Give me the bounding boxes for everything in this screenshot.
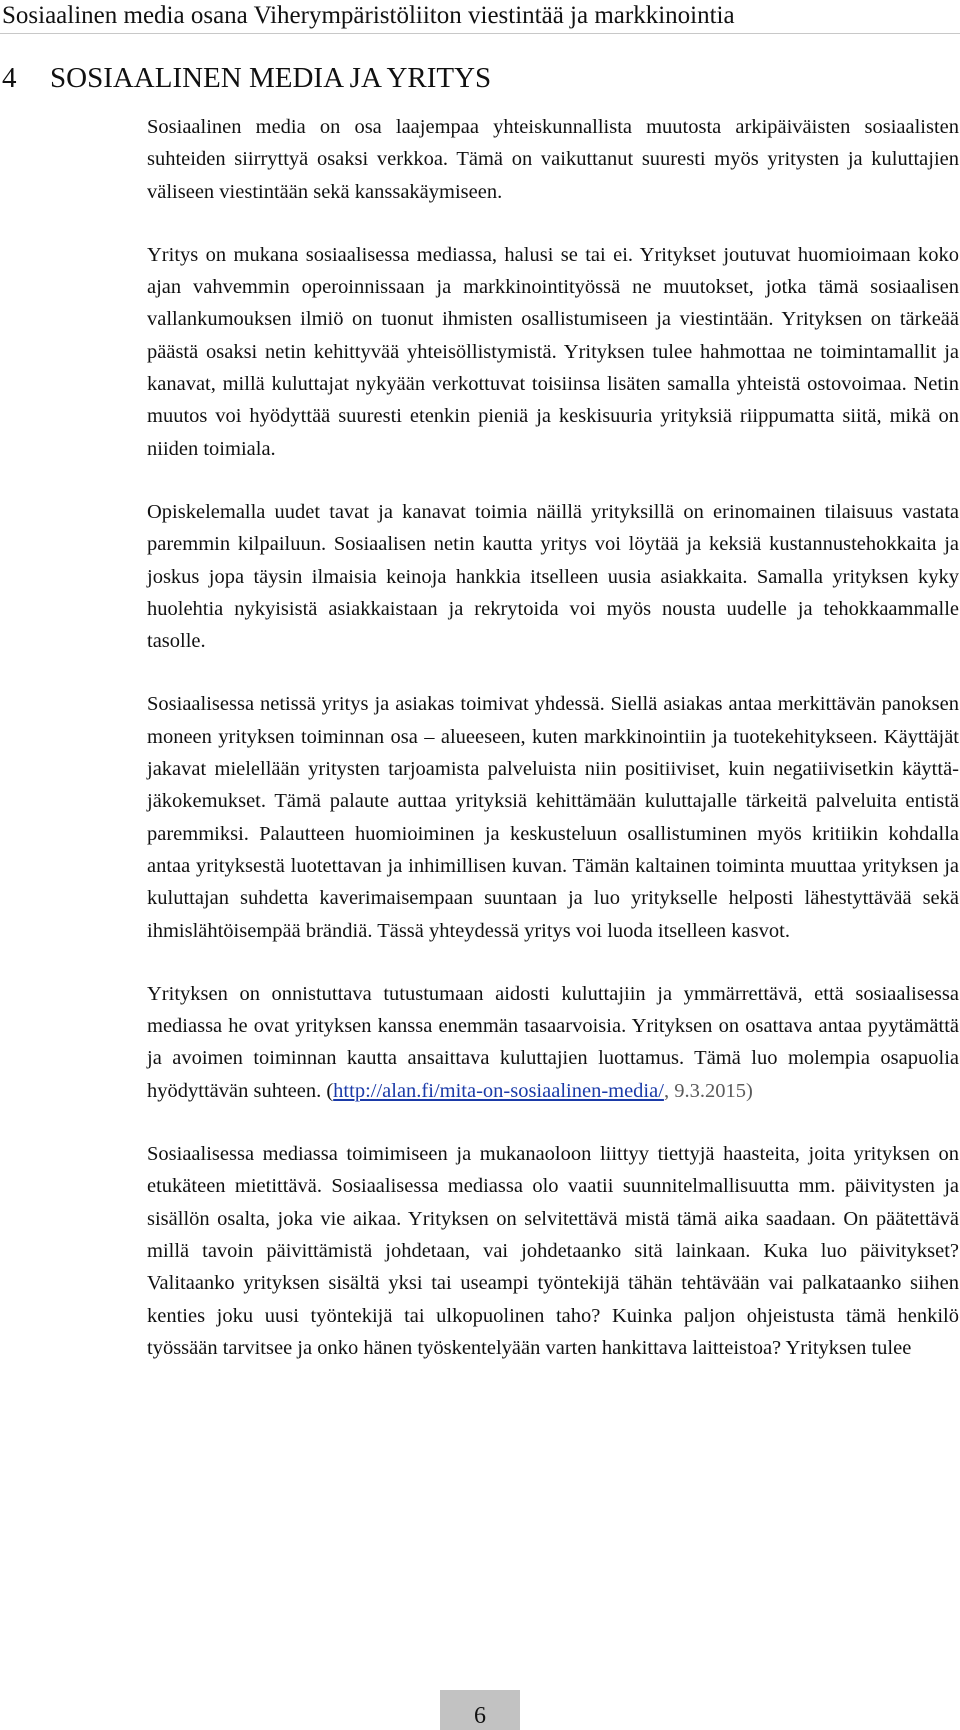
source-date: , 9.3.2015) <box>663 1079 753 1102</box>
paragraph: Sosiaalinen media on osa laajempaa yhteiskunnallista muutosta arkipäiväisten sosiaalisten suhteiden siirryttyä osaksi verkkoa. Tämä on vaikuttanut suuresti myös yritysten ja kuluttajien väliseen viestintään sekä kanssakäymiseen. <box>147 116 959 203</box>
chapter-heading <box>2 60 491 96</box>
source-link[interactable]: http://alan.fi/mita-on-sosiaalinen-media/ <box>333 1079 664 1102</box>
paragraph: Yritys on mukana sosiaalisessa mediassa, halusi se tai ei. Yritykset joutuvat huomioimaan koko ajan vahvemmin operoinnissaan ja markkinointityössä ne muutokset, jotka tämä sosiaalisen vallankumouksen ilmiö on tuonut ihmisten osallistumiseen ja viestintään. Yrityksen on tärkeää päästä osaksi netin kehittyvää yhteisöllistymistä. Yrityksen tulee hahmottaa ne toimintamallit ja kanavat, millä kuluttajat nykyään verkottuvat toisiinsa lisäten samalla yhteistä ostovoimaa. Netin muutos voi hyödyttää suuresti etenkin pieniä ja keskisuuria yrityksiä riippumatta siitä, mikä on niiden toimiala. <box>147 243 959 460</box>
page-number: 6 <box>440 1690 520 1730</box>
citation-text: Yrityksen on onnistuttava tutustumaan aidosti kuluttajiin ja ymmärrettävä, että sosiaalisessa mediassa he ovat yrityksen kanssa enemmän tasaarvoisia. Yrityksen on osattava antaa pyytämättä ja avoimen toiminnan kautta ansaittava kuluttajien luottamus. Tämä luo molempia osapuolia hyödyttävän suhteen. ( <box>147 982 959 1102</box>
running-header: Sosiaalinen media osana Viherympäristöliiton viestintää ja markkinointia <box>0 0 960 34</box>
paragraph: Sosiaalisessa netissä yritys ja asiakas toimivat yhdessä. Siellä asiakas antaa merkittävän panoksen moneen yrityksen toiminnan osa – alueeseen, kuten markkinointiin ja tuotekehitykseen. Käyttäjät jakavat mielellään yritysten tarjoamista palveluista niin positiiviset, kuin negatiivisetkin käyttäjäkokemukset. Tämä palaute auttaa yrityksiä kehittämään kuluttajalle tärkeitä palveluita entistä paremmiksi. Palautteen huomioiminen ja keskusteluun osallistuminen myös kritiikin kohdalla antaa yrityksestä luotettavan ja inhimillisen kuvan. Tämän kaltainen toiminta muuttaa yrityksen ja kuluttajan suhdetta kaverimaisempaan suuntaan ja luo yritykselle helposti lähestyttävää sekä ihmislähtöisempää brändiä. Tässä yhteydessä yritys voi luoda itselleen kasvot. <box>147 693 959 942</box>
paragraph: Opiskelemalla uudet tavat ja kanavat toimia näillä yrityksillä on erinomainen tilaisuus vastata paremmin kilpailuun. Sosiaalisen netin kautta yritys voi löytää ja keksiä kustannustehokkaita ja joskus jopa täysin ilmaisia keinoja hankkia itselleen uusia asiakkaita. Samalla yrityksen kyky huolehtia nykyisistä asiakkaistaan ja rekrytoida voi myös nousta uudelle ja tehokkaammalle tasolle. <box>147 500 959 653</box>
citation-paragraph <box>147 978 959 1107</box>
paragraph: Sosiaalisessa mediassa toimimiseen ja mukanaoloon liittyy tiettyjä haasteita, joita yrityksen on etukäteen mietittävä. Sosiaalisessa mediassa olo vaatii suunnitelmallisuutta mm. päivitysten ja sisällön osalta, joka vie aikaa. Yrityksen on selvitettävä mistä tämä aika saadaan. On päätettävä millä tavoin päivittämistä johdetaan, vai johdetaanko sitä lainkaan. Kuka luo päivitykset? Valitaanko yrityksen sisältä yksi tai useampi työntekijä tähän tehtävään vai palkataanko siihen kenties joku uusi työntekijä tai ulkopuolinen taho? Kuinka paljon ohjeistusta tämä henkilö työssään tarvitsee ja onko hänen työskentelyään varten hankittava laitteistoa? Yrityksen tulee <box>147 1143 959 1359</box>
chapter-number: 4 <box>2 62 17 94</box>
body-text <box>147 111 959 1364</box>
chapter-title: SOSIAALINEN MEDIA JA YRITYS <box>50 62 492 94</box>
